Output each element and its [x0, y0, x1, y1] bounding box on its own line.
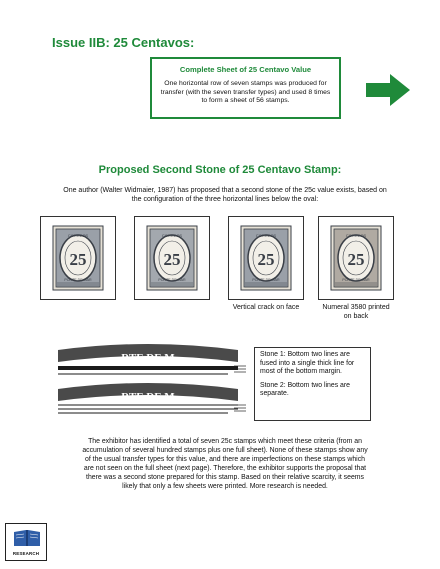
stone-section-title: Proposed Second Stone of 25 Centavo Stamp:	[98, 164, 342, 176]
stone2-detail-strip	[48, 383, 248, 419]
stamp-card	[318, 216, 394, 300]
stone2-note: Stone 2: Bottom two lines are separate.	[260, 381, 351, 398]
stamp-card	[228, 216, 304, 300]
stamp-image	[229, 217, 303, 299]
sheet-box-body: One horizontal row of seven stamps was produced for transfer (with the seven transfer types) and used 8 times to form a sheet of 56 stamps.	[160, 80, 331, 105]
stamp-caption: Vertical crack on face	[232, 304, 300, 311]
issue-title: Issue IIB: 25 Centavos:	[52, 35, 195, 50]
stamp-numeral: 25	[347, 250, 365, 269]
stone-section-intro: One author (Walter Widmaier, 1987) has proposed that a second stone of the 25c value exists, based on the configuration of the three horizontal lines below the oval:	[63, 187, 387, 203]
stamp-numeral: 25	[69, 250, 87, 269]
detail-strip-text: RTE DE M	[121, 391, 175, 403]
stamp-image	[41, 217, 115, 299]
stone1-detail-strip	[48, 344, 248, 380]
detail-strip-text: RTE DE M	[121, 352, 175, 364]
stamp-image	[319, 217, 393, 299]
stamp-bottom-text: PORTE DE MAR	[252, 278, 280, 282]
stamp-top-text: CORREOS	[67, 233, 89, 238]
stamp-top-text: CORREOS	[161, 233, 183, 238]
research-badge	[5, 523, 47, 561]
stamp-bottom-text: PORTE DE MAR	[158, 278, 186, 282]
stone1-note: Stone 1: Bottom two lines are fused into a single thick line for most of the bottom margin.	[260, 351, 355, 376]
stamp-bottom-text: PORTE DE MAR	[64, 278, 92, 282]
stamp-card	[134, 216, 210, 300]
stamp-card	[40, 216, 116, 300]
stamp-numeral: 25	[163, 250, 181, 269]
sheet-info-box	[150, 57, 341, 119]
stamps-row	[40, 216, 400, 336]
stamp-bottom-text: PORTE DE MAR	[342, 278, 370, 282]
stamp-top-text: CORREOS	[345, 233, 367, 238]
right-arrow-icon	[366, 74, 410, 106]
research-badge-label: RESEARCH	[12, 551, 40, 556]
open-book-icon	[12, 528, 42, 548]
stamp-image	[135, 217, 209, 299]
stone-notes-box	[254, 347, 371, 421]
exhibitor-paragraph: The exhibitor has identified a total of seven 25c stamps which meet these criteria (from an accumulation of several hundred stamps plus one full sheet). None of these stamps show any of the usual transfer types for this value, and there are imperfections on these stamps which are not seen on the full sheet (next page). Therefore, the exhibitor supports the proposal that there was a second stone prepared for this stamp. Based on their relative scarcity, it seems likely that only a few sheets were printed. More research is needed.	[82, 438, 368, 490]
sheet-box-heading: Complete Sheet of 25 Centavo Value	[179, 65, 312, 74]
stamp-caption: Numeral 3580 printed on back	[322, 304, 390, 320]
stamp-top-text: CORREOS	[255, 233, 277, 238]
stamp-numeral: 25	[257, 250, 275, 269]
